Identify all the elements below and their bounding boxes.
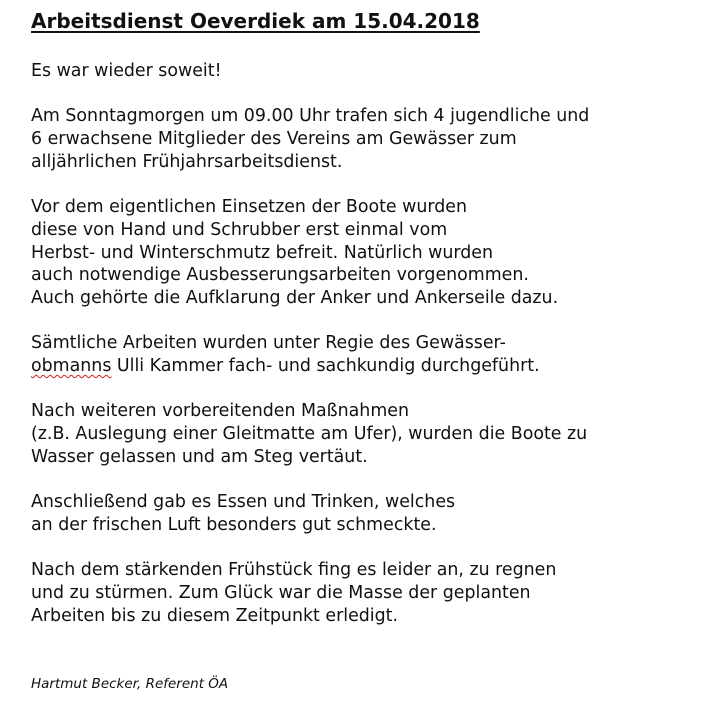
- text-line: an der frischen Luft besonders gut schmeckte.: [31, 514, 437, 535]
- text-line: (z.B. Auslegung einer Gleitmatte am Ufer), wurden die Boote zu: [31, 424, 588, 445]
- document-title: Arbeitsdienst Oeverdiek am 15.04.2018: [31, 9, 480, 33]
- author-signature: Hartmut Becker, Referent ÖA: [31, 676, 229, 692]
- text-line: [31, 355, 691, 378]
- text-line: Sämtliche Arbeiten wurden unter Regie des Gewässer-: [31, 333, 506, 354]
- text-line: Auch gehörte die Aufklarung der Anker und Ankerseile dazu.: [31, 288, 559, 308]
- paragraph-boats-cleaning: [31, 196, 691, 310]
- paragraph-meeting: [31, 105, 691, 173]
- text-line: Es war wieder soweit!: [31, 61, 222, 81]
- text-line: Nach weiteren vorbereitenden Maßnahmen: [31, 401, 409, 422]
- text-line: 6 erwachsene Mitglieder des Vereins am Gewässer zum: [31, 129, 517, 150]
- spellcheck-flagged-word: obmanns: [31, 356, 112, 377]
- text-line: Wasser gelassen und am Steg vertäut.: [31, 446, 368, 467]
- text-line: auch notwendige Ausbesserungsarbeiten vorgenommen.: [31, 265, 529, 286]
- text-line: und zu stürmen. Zum Glück war die Masse der geplanten: [31, 583, 531, 604]
- text-line: Vor dem eigentlichen Einsetzen der Boote wurden: [31, 197, 467, 218]
- paragraph-preparations: [31, 400, 691, 468]
- paragraph-weather: [31, 559, 691, 627]
- text-line: Arbeiten bis zu diesem Zeitpunkt erledigt.: [31, 605, 399, 626]
- text-line: diese von Hand und Schrubber erst einmal vom: [31, 219, 448, 240]
- text-line: Anschließend gab es Essen und Trinken, welches: [31, 492, 456, 513]
- document-body: [31, 60, 691, 650]
- paragraph-food: [31, 491, 691, 536]
- text-line: Am Sonntagmorgen um 09.00 Uhr trafen sich 4 jugendliche und: [31, 106, 590, 127]
- paragraph-supervision: [31, 332, 691, 377]
- text-line: Herbst- und Winterschmutz befreit. Natürlich wurden: [31, 242, 493, 263]
- text-line-rest: Ulli Kammer fach- und sachkundig durchgeführt.: [111, 356, 540, 377]
- paragraph-intro: [31, 60, 691, 83]
- text-line: Nach dem stärkenden Frühstück fing es leider an, zu regnen: [31, 560, 557, 581]
- text-line: alljährlichen Frühjahrsarbeitsdienst.: [31, 151, 343, 172]
